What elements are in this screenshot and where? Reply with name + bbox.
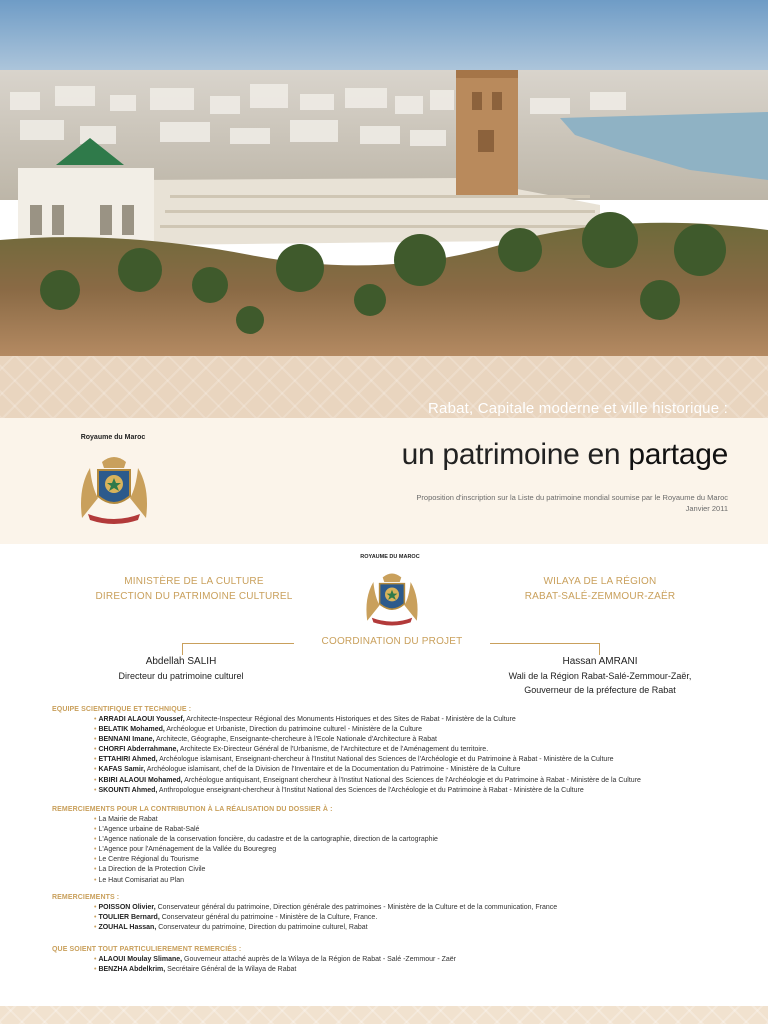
ornamental-band <box>0 356 768 418</box>
hero-photo <box>0 0 768 356</box>
bullet-icon: • <box>94 846 97 854</box>
rabat-panorama-image <box>0 0 768 356</box>
credit-name: ETTAHIRI Ahmed, <box>98 756 158 764</box>
list-item <box>94 923 754 933</box>
main-title <box>0 438 728 472</box>
section-heading-contribution: REMERCIEMENTS POUR LA CONTRIBUTION À LA RÉALISATION DU DOSSIER À : <box>52 806 333 813</box>
list-item <box>94 776 754 786</box>
credit-name: BENNANI Imane, <box>98 736 155 744</box>
credit-name: ARRADI ALAOUI Youssef, <box>98 716 185 723</box>
remerciements-list <box>94 903 754 933</box>
bullet-icon: • <box>94 826 97 834</box>
credit-text: L'Agence urbaine de Rabat-Salé <box>98 826 200 834</box>
credit-name: BENZHA Abdelkrim, <box>98 966 166 974</box>
credit-text: L'Agence nationale de la conservation foncière, du cadastre et de la cartographie, direction de la cartographie <box>98 836 438 844</box>
bullet-icon: • <box>94 956 97 963</box>
section-heading-particulierement: QUE SOIENT TOUT PARTICULIEREMENT REMERCIÉS : <box>52 946 242 953</box>
credit-text: Conservateur du patrimoine, Direction du patrimoine culturel, Rabat <box>156 924 368 932</box>
list-item <box>94 735 754 745</box>
royaume-label-small: ROYAUME DU MAROC <box>360 554 420 560</box>
credit-name: KAFAS Samir, <box>98 766 146 774</box>
credit-name: BELATIK Mohamed, <box>98 726 165 734</box>
credit-text: Anthropologue enseignant-chercheur à l'Institut National des Sciences de l'Archéologie et du Patrimoine à Rabat - Ministère de la Culture <box>157 786 584 794</box>
credit-text: Secrétaire Général de la Wilaya de Rabat <box>165 966 297 974</box>
title-panel <box>0 418 768 544</box>
region-name: RABAT-SALÉ-ZEMMOUR-ZAËR <box>524 591 676 602</box>
list-item <box>94 725 754 735</box>
list-item <box>94 835 754 845</box>
coordination-heading: COORDINATION DU PROJET <box>321 636 463 647</box>
list-item <box>94 755 754 765</box>
particulierement-list <box>94 955 754 975</box>
proposition-line1: Proposition d'inscription sur la Liste du patrimoine mondial soumise par le Royaume du Maroc <box>416 493 728 502</box>
divider-left-tick <box>182 643 183 655</box>
credit-name: TOULIER Bernard, <box>98 914 160 922</box>
divider-left <box>182 643 294 644</box>
list-item <box>94 876 754 886</box>
bullet-icon: • <box>94 736 97 744</box>
bullet-icon: • <box>94 746 97 754</box>
bullet-icon: • <box>94 836 97 844</box>
credit-text: Architecte Ex-Directeur Général de l'Urbanisme, de l'Architecture et de l'Aménagement du territoire. <box>178 746 489 754</box>
credit-text: Archéologue antiquisant, Enseignant chercheur à l'Institut National des Sciences de l'Archéologie et du Patrimoine à Rabat - Ministère de la Culture <box>182 776 641 784</box>
list-item <box>94 845 754 855</box>
wilaya-name: WILAYA DE LA RÉGION <box>543 576 657 587</box>
ministry-block <box>78 574 310 604</box>
credit-text: La Direction de la Protection Civile <box>98 866 206 874</box>
wilaya-block <box>484 574 716 604</box>
bullet-icon: • <box>94 856 97 864</box>
section-heading-remerciements: REMERCIEMENTS : <box>52 894 120 901</box>
person-role: Gouverneur de la préfecture de Rabat <box>524 685 676 695</box>
list-item <box>94 955 754 965</box>
credit-text: Archéologue islamisant, Enseignant-chercheur à l'Institut National des Sciences de l'Archéologie et du Patrimoine à Rabat - Ministère de la Culture <box>157 756 614 764</box>
bullet-icon: • <box>94 966 97 974</box>
credit-text: Gouverneur attaché auprès de la Wilaya de la Région de Rabat - Salé -Zemmour - Zaër <box>182 956 456 963</box>
list-item <box>94 865 754 875</box>
credit-text: Archéologue islamisant, chef de la Division de l'Inventaire et de la Documentation du Patrimoine - Ministère de la Culture <box>145 766 521 774</box>
person-role: Wali de la Région Rabat-Salé-Zemmour-Zaër, <box>508 671 692 681</box>
credit-text: Architecte, Géographe, Enseignante-chercheure à l'Ecole Nationale d'Architecture à Rabat <box>154 736 437 744</box>
bullet-icon: • <box>94 904 97 911</box>
list-item <box>94 765 754 775</box>
bullet-icon: • <box>94 816 97 823</box>
bullet-icon: • <box>94 766 97 774</box>
person-salih <box>80 655 282 683</box>
moroccan-coat-of-arms-icon <box>361 566 423 626</box>
bullet-icon: • <box>94 914 97 922</box>
credit-text: Architecte-Inspecteur Régional des Monuments Historiques et des Sites de Rabat - Ministère de la Culture <box>184 716 516 723</box>
list-item <box>94 786 754 796</box>
credit-name: SKOUNTI Ahmed, <box>98 786 158 794</box>
bullet-icon: • <box>94 924 97 932</box>
credit-text: Conservateur général du patrimoine - Ministère de la Culture, France. <box>159 914 378 922</box>
credit-name: ZOUHAL Hassan, <box>98 924 157 932</box>
credit-text: Conservateur général du patrimoine, Direction générale des patrimoines - Ministère de la Culture et de la communication, France <box>155 904 558 911</box>
list-item <box>94 815 754 825</box>
credit-text: Le Centre Régional du Tourisme <box>98 856 199 864</box>
credit-text: Le Haut Comisariat au Plan <box>98 876 185 884</box>
divider-right <box>490 643 600 644</box>
person-name: Abdellah SALIH <box>145 656 217 667</box>
list-item <box>94 745 754 755</box>
list-item <box>94 855 754 865</box>
credit-text: Archéologue et Urbaniste, Direction du patrimoine culturel - Ministère de la Culture <box>164 726 423 734</box>
credit-name: KBIRI ALAOUI Mohamed, <box>98 776 183 784</box>
credit-text: L'Agence pour l'Aménagement de la Vallée du Bouregreg <box>98 846 277 854</box>
bullet-icon: • <box>94 776 97 784</box>
main-title-part2: partage <box>628 438 728 471</box>
divider-right-tick <box>599 643 600 655</box>
list-item <box>94 965 754 975</box>
bullet-icon: • <box>94 876 97 884</box>
credit-name: ALAOUI Moulay Slimane, <box>98 956 183 963</box>
royaume-label: Royaume du Maroc <box>80 434 146 441</box>
credit-name: CHORFI Abderrahmane, <box>98 746 179 754</box>
person-amrani <box>470 655 730 697</box>
bullet-icon: • <box>94 866 97 874</box>
proposition-date: Janvier 2011 <box>685 504 728 513</box>
bullet-icon: • <box>94 756 97 764</box>
contribution-list <box>94 815 754 886</box>
list-item <box>94 903 754 913</box>
credits-section <box>0 544 768 1004</box>
section-heading-equipe: EQUIPE SCIENTIFIQUE ET TECHNIQUE : <box>52 706 192 713</box>
proposition-text <box>0 492 728 514</box>
bullet-icon: • <box>94 716 97 723</box>
ministry-name: MINISTÈRE DE LA CULTURE <box>124 576 264 587</box>
person-role: Directeur du patrimoine culturel <box>118 671 244 681</box>
credit-text: La Mairie de Rabat <box>98 816 158 823</box>
equipe-list <box>94 715 754 796</box>
page-subtitle: Rabat, Capitale moderne et ville historique : <box>428 400 728 417</box>
bottom-ornamental-band <box>0 1006 768 1024</box>
list-item <box>94 913 754 923</box>
bullet-icon: • <box>94 726 97 734</box>
directorate-name: DIRECTION DU PATRIMOINE CULTUREL <box>95 591 293 602</box>
list-item <box>94 825 754 835</box>
list-item <box>94 715 754 725</box>
person-name: Hassan AMRANI <box>562 656 638 667</box>
bullet-icon: • <box>94 786 97 794</box>
main-title-part1: un patrimoine en <box>401 438 629 471</box>
credit-name: POISSON Olivier, <box>98 904 156 911</box>
